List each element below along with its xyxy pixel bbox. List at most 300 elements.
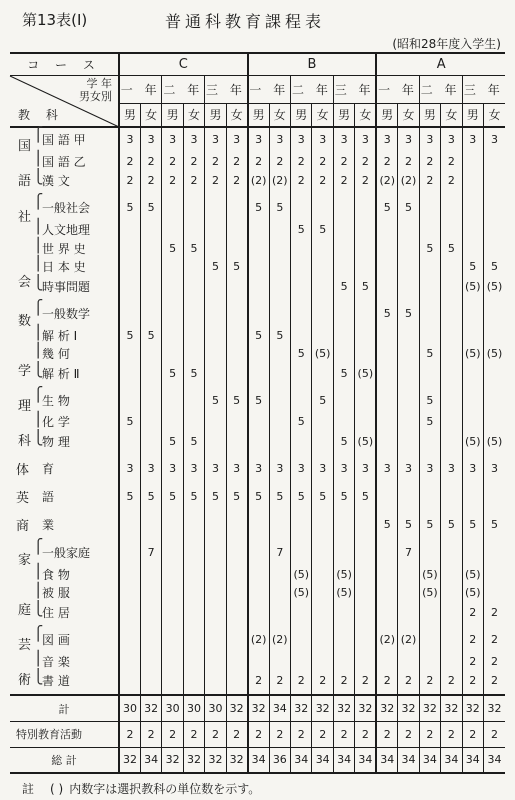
subject-row [10, 431, 505, 456]
subject-label: 語 [42, 489, 55, 504]
unit-cell: 3 [119, 456, 140, 484]
unit-cell: 2 [333, 670, 354, 695]
unit-cell: 5 [226, 257, 247, 276]
unit-cell [248, 584, 269, 603]
unit-cell [355, 512, 376, 540]
unit-cell: 2 [419, 670, 440, 695]
unit-cell [269, 512, 290, 540]
unit-cell [484, 239, 506, 258]
unit-cell: 5 [484, 257, 506, 276]
year-header-row [10, 75, 505, 103]
unit-cell [398, 257, 419, 276]
unit-cell [226, 565, 247, 584]
unit-cell: 5 [162, 484, 183, 512]
unit-cell: 2 [119, 152, 140, 171]
unit-cell: 3 [333, 456, 354, 484]
subject-group-char: 科 [18, 434, 32, 450]
unit-cell: 3 [398, 456, 419, 484]
course-a-header: A [376, 53, 505, 75]
unit-cell: (5) [419, 584, 440, 603]
unit-cell [269, 413, 290, 432]
unit-cell: 2 [398, 152, 419, 171]
unit-cell [183, 344, 204, 363]
unit-cell: 34 [140, 747, 161, 773]
unit-cell [312, 512, 333, 540]
unit-cell [162, 220, 183, 239]
unit-cell [441, 220, 462, 239]
unit-cell [398, 565, 419, 584]
unit-cell: 34 [248, 747, 269, 773]
unit-cell: 5 [183, 363, 204, 388]
unit-cell: 2 [484, 652, 506, 671]
unit-cell [355, 413, 376, 432]
subject-label: 時事問題 [42, 279, 91, 294]
unit-cell: 5 [419, 388, 440, 413]
unit-cell: (5) [291, 584, 312, 603]
unit-cell: 2 [119, 721, 140, 747]
unit-cell [162, 512, 183, 540]
unit-cell: 2 [291, 170, 312, 195]
unit-cell [183, 602, 204, 627]
unit-cell: 3 [484, 456, 506, 484]
subject-row [10, 670, 505, 695]
unit-cell [419, 540, 440, 565]
unit-cell: 3 [226, 127, 247, 152]
brace-mark: ⎪ [33, 650, 44, 667]
unit-cell [269, 602, 290, 627]
unit-cell: 2 [441, 721, 462, 747]
subject-group [10, 456, 36, 484]
male-column-header: 男 [205, 103, 226, 127]
unit-cell: 2 [248, 670, 269, 695]
unit-cell: 5 [333, 363, 354, 388]
unit-cell: 2 [183, 721, 204, 747]
unit-cell [162, 344, 183, 363]
unit-cell [291, 301, 312, 326]
unit-cell [484, 301, 506, 326]
subject-name [36, 456, 119, 484]
unit-cell [291, 627, 312, 652]
unit-cell [419, 431, 440, 456]
subject-group-label: 英 [16, 490, 30, 506]
course-c-header: C [119, 53, 248, 75]
male-column-header: 男 [248, 103, 269, 127]
unit-cell [269, 652, 290, 671]
unit-cell [119, 670, 140, 695]
subject-name [33, 625, 119, 652]
subject-row [10, 388, 505, 413]
unit-cell [183, 276, 204, 301]
unit-cell [226, 326, 247, 345]
unit-cell: 3 [183, 456, 204, 484]
unit-cell: 34 [355, 747, 376, 773]
unit-cell [291, 363, 312, 388]
unit-cell [484, 540, 506, 565]
brace-mark: ⎪ [33, 219, 44, 236]
unit-cell: 5 [333, 484, 354, 512]
subject-row [10, 602, 505, 627]
unit-cell: 34 [419, 747, 440, 773]
unit-cell: 2 [226, 170, 247, 195]
unit-cell [484, 484, 506, 512]
unit-cell: 34 [312, 747, 333, 773]
unit-cell [312, 363, 333, 388]
unit-cell: 5 [226, 484, 247, 512]
unit-cell: 32 [333, 695, 354, 721]
unit-cell: (2) [248, 627, 269, 652]
unit-cell [462, 170, 483, 195]
total-label: 総 計 [51, 753, 77, 767]
unit-cell [355, 326, 376, 345]
unit-cell [355, 257, 376, 276]
unit-cell: 3 [441, 456, 462, 484]
unit-cell [398, 388, 419, 413]
unit-cell [119, 276, 140, 301]
unit-cell [441, 540, 462, 565]
unit-cell [291, 257, 312, 276]
unit-cell [419, 276, 440, 301]
unit-cell [419, 652, 440, 671]
subject-name [33, 539, 119, 565]
unit-cell: 7 [269, 540, 290, 565]
unit-cell: 5 [312, 220, 333, 239]
brace-mark: ⎩ [33, 669, 44, 686]
unit-cell [398, 363, 419, 388]
subject-label: 生 物 [42, 393, 70, 408]
unit-cell: (2) [269, 170, 290, 195]
unit-cell [205, 239, 226, 258]
subject-label: 世 界 史 [42, 241, 86, 256]
unit-cell: 3 [312, 456, 333, 484]
unit-cell [226, 584, 247, 603]
unit-cell [419, 484, 440, 512]
subject-name [33, 582, 119, 603]
footnote-prefix: 註 [22, 782, 35, 796]
unit-cell [484, 565, 506, 584]
unit-cell: 3 [462, 456, 483, 484]
total-row [10, 721, 505, 747]
unit-cell [355, 388, 376, 413]
unit-cell: 2 [226, 152, 247, 171]
unit-cell: 7 [140, 540, 161, 565]
unit-cell: 5 [484, 512, 506, 540]
subject-name [33, 361, 119, 388]
unit-cell [140, 652, 161, 671]
unit-cell [119, 363, 140, 388]
unit-cell: 2 [398, 721, 419, 747]
unit-cell [462, 326, 483, 345]
subject-label: 化 学 [42, 415, 70, 430]
unit-cell [441, 301, 462, 326]
unit-cell: 32 [312, 695, 333, 721]
subject-group-char: 国 [18, 138, 32, 154]
subject-label: 国 語 甲 [42, 133, 86, 148]
unit-cell [312, 276, 333, 301]
male-column-header: 男 [162, 103, 183, 127]
unit-cell: 3 [140, 127, 161, 152]
unit-cell [462, 220, 483, 239]
unit-cell [398, 220, 419, 239]
unit-cell [248, 565, 269, 584]
unit-cell: 2 [205, 152, 226, 171]
subject-name [33, 324, 119, 345]
unit-cell [355, 652, 376, 671]
unit-cell [441, 388, 462, 413]
unit-cell [226, 431, 247, 456]
subject-row [10, 344, 505, 363]
unit-cell: 2 [355, 670, 376, 695]
unit-cell [248, 540, 269, 565]
subject-label: 育 [42, 461, 55, 476]
total-label: 計 [58, 702, 70, 716]
unit-cell: 2 [140, 170, 161, 195]
unit-cell [312, 565, 333, 584]
unit-cell [333, 652, 354, 671]
unit-cell [140, 627, 161, 652]
subject-name [33, 343, 119, 363]
unit-cell: 3 [119, 127, 140, 152]
unit-cell: 5 [419, 344, 440, 363]
unit-cell: 2 [462, 627, 483, 652]
unit-cell [291, 388, 312, 413]
unit-cell [119, 602, 140, 627]
subject-label: 住 居 [42, 606, 70, 620]
unit-cell [312, 652, 333, 671]
unit-cell: 5 [205, 484, 226, 512]
subject-row [10, 512, 505, 540]
unit-cell: (5) [312, 344, 333, 363]
unit-cell: 2 [226, 721, 247, 747]
female-column-header: 女 [312, 103, 333, 127]
brace-mark: ⎪ [33, 324, 44, 341]
unit-cell: 3 [333, 127, 354, 152]
unit-cell: 2 [140, 721, 161, 747]
unit-cell: 3 [269, 127, 290, 152]
unit-cell [162, 602, 183, 627]
subject-label: 日 本 史 [42, 260, 86, 275]
footnote [22, 780, 260, 797]
subject-row [10, 170, 505, 195]
subject-name [33, 601, 119, 627]
unit-cell [269, 584, 290, 603]
subject-label: 書 道 [42, 673, 70, 688]
unit-cell [333, 413, 354, 432]
unit-cell: 2 [312, 152, 333, 171]
unit-cell [269, 431, 290, 456]
unit-cell: 5 [140, 195, 161, 220]
unit-cell [333, 326, 354, 345]
unit-cell: (2) [376, 627, 397, 652]
year-header: 二 年 [291, 75, 334, 103]
unit-cell [162, 326, 183, 345]
unit-cell: (5) [462, 565, 483, 584]
unit-cell: 3 [140, 456, 161, 484]
unit-cell [205, 363, 226, 388]
unit-cell: 2 [376, 670, 397, 695]
unit-cell [269, 257, 290, 276]
unit-cell [183, 540, 204, 565]
brace-mark: ⎧ [33, 127, 44, 143]
unit-cell: 2 [291, 721, 312, 747]
unit-cell: 34 [376, 747, 397, 773]
subject-name [36, 512, 119, 540]
subject-row [10, 301, 505, 326]
unit-cell: 3 [291, 127, 312, 152]
unit-cell [248, 257, 269, 276]
unit-cell [162, 565, 183, 584]
diag-sex-label: 男女別 [79, 89, 113, 103]
brace-mark: ⎪ [33, 411, 44, 428]
unit-cell: 5 [140, 484, 161, 512]
unit-cell: 36 [269, 747, 290, 773]
unit-cell [484, 363, 506, 388]
unit-cell: 5 [119, 413, 140, 432]
unit-cell [333, 257, 354, 276]
unit-cell: 5 [355, 276, 376, 301]
unit-cell: 32 [398, 695, 419, 721]
unit-cell [376, 584, 397, 603]
unit-cell [205, 431, 226, 456]
unit-cell: 5 [183, 431, 204, 456]
unit-cell [333, 540, 354, 565]
subject-row [10, 627, 505, 652]
subject-row [10, 652, 505, 671]
year-header: 二 年 [162, 75, 205, 103]
unit-cell [291, 326, 312, 345]
unit-cell [248, 363, 269, 388]
brace-mark: ⎩ [33, 601, 44, 618]
unit-cell: 2 [205, 170, 226, 195]
unit-cell: 3 [355, 127, 376, 152]
unit-cell [484, 220, 506, 239]
subject-group-char: 術 [18, 672, 32, 688]
unit-cell [119, 431, 140, 456]
brace-mark: ⎩ [33, 361, 44, 378]
subject-name [33, 274, 119, 301]
subject-group-char: 庭 [18, 603, 32, 619]
unit-cell [312, 602, 333, 627]
unit-cell: 2 [462, 670, 483, 695]
unit-cell [312, 257, 333, 276]
unit-cell: 5 [162, 239, 183, 258]
unit-cell: (5) [355, 431, 376, 456]
unit-cell [441, 484, 462, 512]
unit-cell [376, 363, 397, 388]
brace-mark: ⎧ [33, 625, 44, 642]
unit-cell [484, 388, 506, 413]
subject-group-char: 芸 [18, 637, 32, 653]
unit-cell [119, 239, 140, 258]
subject-group-char: 会 [18, 275, 32, 291]
unit-cell [205, 540, 226, 565]
unit-cell [441, 344, 462, 363]
unit-cell [398, 484, 419, 512]
unit-cell: 5 [333, 276, 354, 301]
year-header: 一 年 [119, 75, 162, 103]
unit-cell: 5 [376, 512, 397, 540]
unit-cell [119, 512, 140, 540]
unit-cell: 3 [248, 456, 269, 484]
brace-mark: ⎪ [33, 256, 44, 273]
subject-group-char: 理 [18, 398, 32, 414]
unit-cell: (5) [333, 584, 354, 603]
unit-cell: 2 [291, 152, 312, 171]
table-body [10, 127, 505, 773]
subject-group-char: 語 [18, 173, 32, 189]
unit-cell [140, 239, 161, 258]
unit-cell [119, 257, 140, 276]
unit-cell [441, 565, 462, 584]
unit-cell: 34 [291, 747, 312, 773]
unit-cell: 3 [312, 127, 333, 152]
unit-cell [441, 431, 462, 456]
unit-cell [140, 344, 161, 363]
unit-cell: 5 [419, 413, 440, 432]
subject-name [33, 127, 119, 152]
page-title: 普通科教育課程表 [165, 12, 326, 31]
unit-cell: 5 [462, 257, 483, 276]
unit-cell: 32 [162, 747, 183, 773]
subject-label: 物 理 [42, 435, 70, 450]
unit-cell [355, 220, 376, 239]
unit-cell: 5 [441, 512, 462, 540]
unit-cell [419, 301, 440, 326]
unit-cell [205, 627, 226, 652]
unit-cell [441, 413, 462, 432]
subject-group-label: 商 [16, 518, 30, 534]
unit-cell [291, 276, 312, 301]
unit-cell: 3 [376, 127, 397, 152]
unit-cell [140, 388, 161, 413]
unit-cell: 32 [419, 695, 440, 721]
subject-label: 一般数学 [42, 306, 91, 321]
footnote-text: 内数字は選択教科の単位数を示す。 [69, 782, 261, 796]
unit-cell: 2 [333, 152, 354, 171]
unit-cell: 2 [355, 170, 376, 195]
female-column-header: 女 [398, 103, 419, 127]
subject-row [10, 484, 505, 512]
unit-cell [140, 602, 161, 627]
subject-label: 解 析 Ⅰ [42, 328, 78, 343]
unit-cell: 2 [119, 170, 140, 195]
unit-cell [119, 584, 140, 603]
unit-cell [376, 602, 397, 627]
unit-cell [162, 257, 183, 276]
unit-cell: 32 [205, 747, 226, 773]
unit-cell: 32 [355, 695, 376, 721]
subject-row [10, 565, 505, 584]
unit-cell [119, 220, 140, 239]
brace-mark: ⎧ [33, 299, 44, 316]
unit-cell: 5 [398, 195, 419, 220]
unit-cell [441, 602, 462, 627]
unit-cell: 32 [441, 695, 462, 721]
unit-cell [119, 565, 140, 584]
unit-cell [355, 602, 376, 627]
unit-cell: 5 [248, 484, 269, 512]
unit-cell [183, 584, 204, 603]
unit-cell: 2 [484, 627, 506, 652]
unit-cell: 2 [441, 170, 462, 195]
total-row [10, 695, 505, 721]
unit-cell [291, 602, 312, 627]
unit-cell [119, 388, 140, 413]
unit-cell [226, 239, 247, 258]
unit-cell [140, 276, 161, 301]
unit-cell [441, 276, 462, 301]
unit-cell: (5) [355, 363, 376, 388]
unit-cell [333, 344, 354, 363]
